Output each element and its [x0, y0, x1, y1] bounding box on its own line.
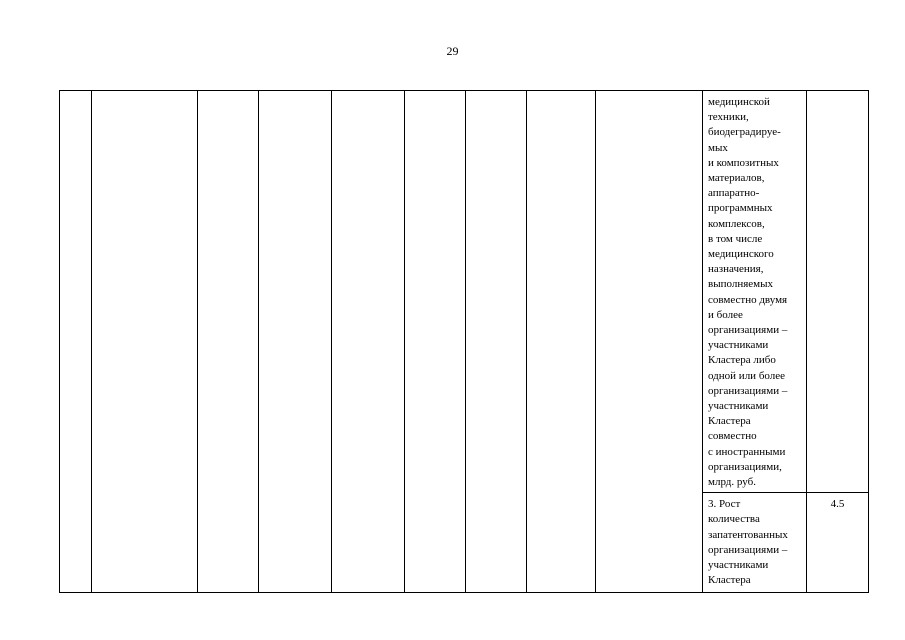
table-cell-col-2 — [92, 91, 198, 593]
table-cell-col-8 — [527, 91, 596, 593]
value-cell: 4.5 — [807, 493, 869, 593]
indicator-cell: 3. Рост количества запатентованных организациями – участниками Кластера — [703, 493, 807, 593]
table-cell-col-9 — [596, 91, 703, 593]
data-table — [59, 90, 869, 593]
indicator-cell: медицинской техники, биодеградируе- мых и композитных материалов, аппаратно- программных комплексов, в том числе медицинского назначения, выполняемых совместно двумя и более организациями – участниками Кластера либо одной или более организациями – участниками Кластера совместно с иностранными организациями, млрд. руб. — [703, 91, 807, 493]
table-cell-col-6 — [405, 91, 466, 593]
table-cell-col-5 — [332, 91, 405, 593]
table-cell-col-4 — [259, 91, 332, 593]
table-row — [60, 91, 869, 493]
value-cell — [807, 91, 869, 493]
page-number: 29 — [446, 44, 459, 58]
table-cell-col-3 — [198, 91, 259, 593]
table-cell-col-7 — [466, 91, 527, 593]
table-cell-col-1 — [60, 91, 92, 593]
